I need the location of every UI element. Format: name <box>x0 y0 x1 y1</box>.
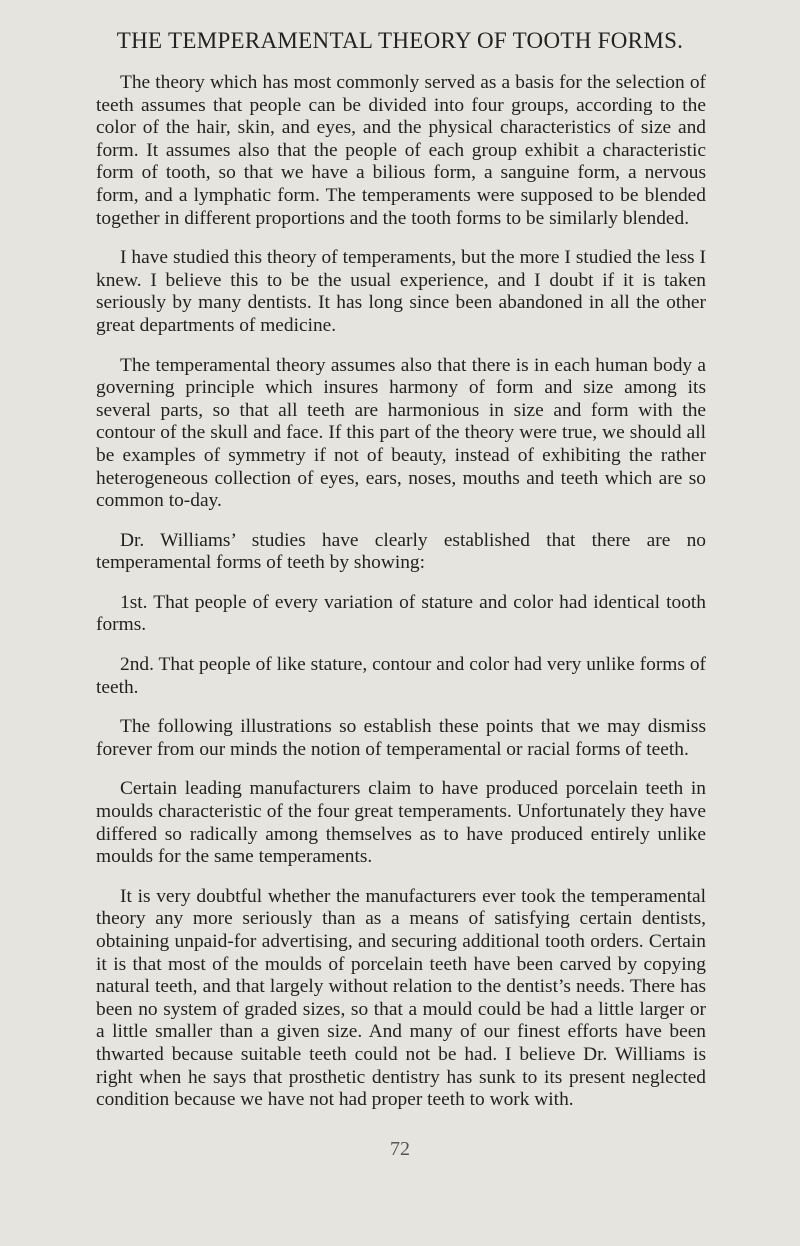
paragraph-8: Certain leading manufacturers claim to have produced porcelain teeth in moulds characteristic of the four great temperaments. Unfortunately they have differed so radically among themselves as to have produced entirely unlike moulds for the same temperaments. <box>96 778 706 868</box>
page-body <box>96 72 706 1129</box>
paragraph-1: The theory which has most commonly served as a basis for the selection of teeth assumes that people can be divided into four groups, according to the color of the hair, skin, and eyes, and the physical characteristics of size and form. It assumes also that the people of each group exhibit a characteristic form of tooth, so that we have a bilious form, a sanguine form, a nervous form, and a lymphatic form. The temperaments were supposed to be blended together in different proportions and the tooth forms to be similarly blended. <box>96 72 706 229</box>
paragraph-7: The following illustrations so establish these points that we may dismiss forever from our minds the notion of temperamental or racial forms of teeth. <box>96 716 706 760</box>
paragraph-3: The temperamental theory assumes also that there is in each human body a governing principle which insures harmony of form and size among its several parts, so that all teeth are harmonious in size and form with the contour of the skull and face. If this part of the theory were true, we should all be examples of symmetry if not of beauty, instead of exhibiting the rather heterogeneous collection of eyes, ears, noses, mouths and teeth which are so common to-day. <box>96 354 706 512</box>
page-title: THE TEMPERAMENTAL THEORY OF TOOTH FORMS. <box>116 28 684 53</box>
paragraph-2: I have studied this theory of temperaments, but the more I studied the less I knew. I believe this to be the usual experience, and I doubt if it is taken seriously by many dentists. It has long since been abandoned in all the other great departments of medicine. <box>96 247 706 336</box>
paragraph-9: It is very doubtful whether the manufacturers ever took the temperamental theory any more seriously than as a means of satisfying certain dentists, obtaining unpaid-for advertising, and securing additional tooth orders. Certain it is that most of the moulds of porcelain teeth have been carved by copying natural teeth, and that largely without relation to the dentist’s needs. There has been no system of graded sizes, so that a mould could be had a little larger or a little smaller than a given size. And many of our finest efforts have been thwarted because suitable teeth could not be had. I believe Dr. Williams is right when he says that prosthetic dentistry has sunk to its present neglected condition because we have not had proper teeth to work with. <box>96 885 706 1111</box>
page-number: 72 <box>390 1138 410 1160</box>
paragraph-4: Dr. Williams’ studies have clearly established that there are no temperamental forms of teeth by showing: <box>96 529 706 574</box>
paragraph-6: 2nd. That people of like stature, contour and color had very unlike forms of teeth. <box>96 654 706 698</box>
paragraph-5: 1st. That people of every variation of stature and color had identical tooth forms. <box>96 591 706 636</box>
